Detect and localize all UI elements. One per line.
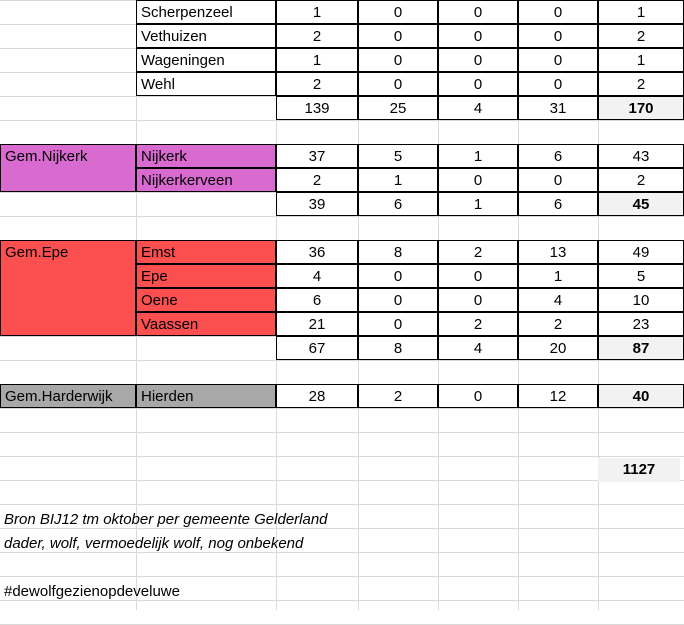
group-total-cell[interactable]: 87 — [598, 336, 684, 360]
value-cell[interactable]: 0 — [438, 0, 518, 24]
grand-total-cell[interactable]: 1127 — [598, 458, 680, 482]
value-cell[interactable]: 36 — [276, 240, 358, 264]
value-cell[interactable]: 1 — [598, 0, 684, 24]
gemeente-label[interactable]: Gem.Harderwijk — [0, 384, 136, 408]
subtotal-cell[interactable]: 4 — [438, 336, 518, 360]
place-name-cell[interactable]: Oene — [136, 288, 276, 312]
value-cell[interactable]: 2 — [438, 312, 518, 336]
gemeente-label[interactable]: Gem.Epe — [0, 240, 136, 336]
value-cell[interactable]: 49 — [598, 240, 684, 264]
value-cell[interactable]: 0 — [438, 168, 518, 192]
subtotal-cell[interactable]: 1 — [438, 192, 518, 216]
group-total-cell[interactable]: 170 — [598, 96, 684, 120]
value-cell[interactable]: 2 — [598, 72, 684, 96]
legend-note: dader, wolf, vermoedelijk wolf, nog onbekend — [4, 535, 304, 552]
value-cell[interactable]: 6 — [518, 144, 598, 168]
value-cell[interactable]: 12 — [518, 384, 598, 408]
gridline-horizontal — [0, 120, 684, 121]
gridline-horizontal — [0, 216, 684, 217]
value-cell[interactable]: 4 — [518, 288, 598, 312]
value-cell[interactable]: 10 — [598, 288, 684, 312]
subtotal-cell[interactable]: 25 — [358, 96, 438, 120]
value-cell[interactable]: 23 — [598, 312, 684, 336]
value-cell[interactable]: 0 — [358, 72, 438, 96]
value-cell[interactable]: 1 — [358, 168, 438, 192]
value-cell[interactable]: 0 — [358, 0, 438, 24]
hashtag-text: #dewolfgezienopdeveluwe — [4, 583, 180, 600]
gridline-horizontal — [0, 576, 684, 577]
gridline-horizontal — [0, 456, 684, 457]
value-cell[interactable]: 37 — [276, 144, 358, 168]
gemeente-label[interactable]: Gem.Nijkerk — [0, 144, 136, 192]
value-cell[interactable]: 0 — [438, 24, 518, 48]
place-name-cell[interactable]: Vaassen — [136, 312, 276, 336]
value-cell[interactable]: 0 — [438, 72, 518, 96]
value-cell[interactable]: 0 — [438, 48, 518, 72]
value-cell[interactable]: 0 — [518, 0, 598, 24]
value-cell[interactable]: 2 — [276, 72, 358, 96]
value-cell[interactable]: 2 — [438, 240, 518, 264]
value-cell[interactable]: 43 — [598, 144, 684, 168]
subtotal-cell[interactable]: 67 — [276, 336, 358, 360]
value-cell[interactable]: 4 — [276, 264, 358, 288]
value-cell[interactable]: 2 — [598, 24, 684, 48]
value-cell[interactable]: 0 — [438, 264, 518, 288]
value-cell[interactable]: 5 — [598, 264, 684, 288]
value-cell[interactable]: 28 — [276, 384, 358, 408]
value-cell[interactable]: 1 — [438, 144, 518, 168]
value-cell[interactable]: 0 — [358, 288, 438, 312]
value-cell[interactable]: 0 — [518, 72, 598, 96]
value-cell[interactable]: 2 — [598, 168, 684, 192]
value-cell[interactable]: 13 — [518, 240, 598, 264]
value-cell[interactable]: 0 — [358, 312, 438, 336]
place-name-cell[interactable]: Epe — [136, 264, 276, 288]
value-cell[interactable]: 2 — [518, 312, 598, 336]
subtotal-cell[interactable]: 8 — [358, 336, 438, 360]
value-cell[interactable]: 2 — [358, 384, 438, 408]
value-cell[interactable]: 1 — [276, 48, 358, 72]
subtotal-cell[interactable]: 39 — [276, 192, 358, 216]
value-cell[interactable]: 5 — [358, 144, 438, 168]
place-name-cell[interactable]: Nijkerkerveen — [136, 168, 276, 192]
value-cell[interactable]: 2 — [276, 168, 358, 192]
gridline-horizontal — [0, 360, 684, 361]
value-cell[interactable]: 0 — [518, 168, 598, 192]
value-cell[interactable]: 0 — [358, 24, 438, 48]
value-cell[interactable]: 1 — [598, 48, 684, 72]
gridline-horizontal — [0, 432, 684, 433]
value-cell[interactable]: 1 — [276, 0, 358, 24]
place-name-cell[interactable]: Emst — [136, 240, 276, 264]
value-cell[interactable]: 0 — [438, 384, 518, 408]
source-note: Bron BIJ12 tm oktober per gemeente Gelderland — [4, 511, 328, 528]
subtotal-cell[interactable]: 31 — [518, 96, 598, 120]
place-name-cell[interactable]: Wageningen — [136, 48, 276, 72]
value-cell[interactable]: 0 — [438, 288, 518, 312]
value-cell[interactable]: 0 — [518, 24, 598, 48]
place-name-cell[interactable]: Scherpenzeel — [136, 0, 276, 24]
subtotal-cell[interactable]: 6 — [518, 192, 598, 216]
group-total-cell[interactable]: 45 — [598, 192, 684, 216]
value-cell[interactable]: 8 — [358, 240, 438, 264]
place-name-cell[interactable]: Nijkerk — [136, 144, 276, 168]
value-cell[interactable]: 0 — [358, 264, 438, 288]
place-name-cell[interactable]: Wehl — [136, 72, 276, 96]
subtotal-cell[interactable]: 139 — [276, 96, 358, 120]
gridline-horizontal — [0, 504, 684, 505]
subtotal-cell[interactable]: 6 — [358, 192, 438, 216]
value-cell[interactable]: 1 — [518, 264, 598, 288]
place-name-cell[interactable]: Hierden — [136, 384, 276, 408]
gridline-horizontal — [0, 480, 684, 481]
value-cell[interactable]: 2 — [276, 24, 358, 48]
value-cell[interactable]: 21 — [276, 312, 358, 336]
subtotal-cell[interactable]: 20 — [518, 336, 598, 360]
subtotal-cell[interactable]: 4 — [438, 96, 518, 120]
value-cell[interactable]: 40 — [598, 384, 684, 408]
value-cell[interactable]: 0 — [358, 48, 438, 72]
place-name-cell[interactable]: Vethuizen — [136, 24, 276, 48]
value-cell[interactable]: 6 — [276, 288, 358, 312]
value-cell[interactable]: 0 — [518, 48, 598, 72]
